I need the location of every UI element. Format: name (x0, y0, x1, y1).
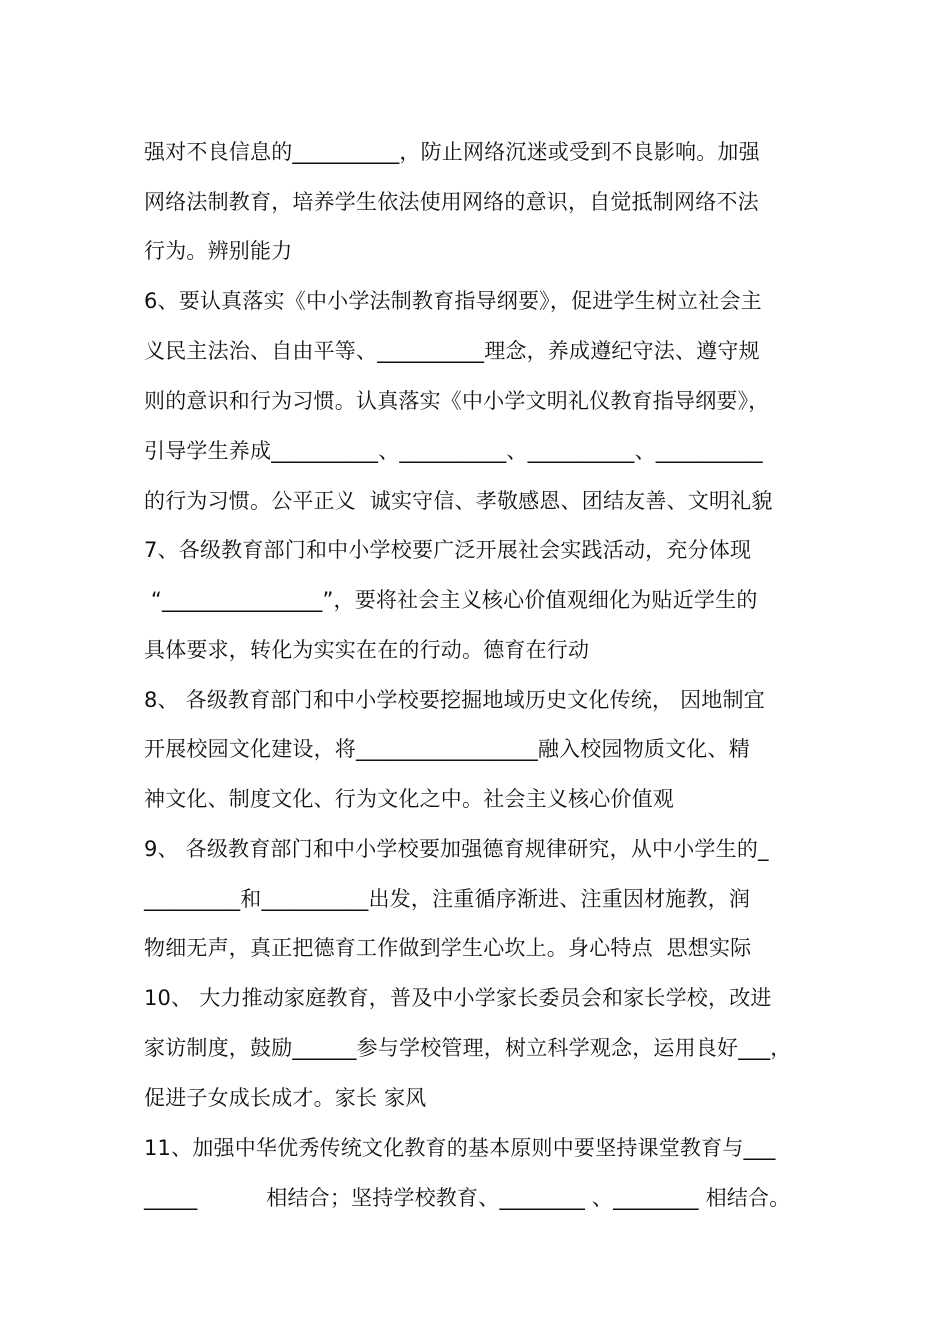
text-line-4: 6、要认真落实《中小学法制教育指导纲要》，促进学生树立社会主 (144, 289, 762, 313)
text-line-19: 家访制度，鼓励______参与学校管理，树立科学观念，运用良好___， (144, 1036, 792, 1060)
text-line-15: 9、 各级教育部门和中小学校要加强德育规律研究，从中小学生的_ (144, 837, 769, 861)
text-line-2: 网络法制教育，培养学生依法使用网络的意识，自觉抵制网络不法 (144, 190, 759, 214)
text-line-13: 开展校园文化建设，将_________________融入校园物质文化、精 (144, 737, 750, 761)
text-line-22: _____ 相结合；坚持学校教育、________ 、________ 相结合。 (144, 1186, 791, 1210)
text-line-16: _________和__________出发，注重循序渐进、注重因材施教，润 (144, 887, 751, 911)
text-line-17: 物细无声，真正把德育工作做到学生心坎上。身心特点 思想实际 (144, 936, 752, 960)
text-line-20: 促进子女成长成才。家长 家风 (144, 1086, 427, 1110)
text-line-8: 的行为习惯。公平正义 诚实守信、孝敬感恩、团结友善、文明礼貌 (144, 489, 773, 513)
text-line-18: 10、 大力推动家庭教育，普及中小学家长委员会和家长学校，改进 (144, 986, 772, 1010)
text-line-12: 8、 各级教育部门和中小学校要挖掘地域历史文化传统， 因地制宜 (144, 688, 765, 712)
text-line-14: 神文化、制度文化、行为文化之中。社会主义核心价值观 (144, 787, 674, 811)
text-line-1: 强对不良信息的__________，防止网络沉迷或受到不良影响。加强 (144, 140, 760, 164)
text-line-6: 则的意识和行为习惯。认真落实《中小学文明礼仪教育指导纲要》， (144, 389, 770, 413)
text-line-10: “_______________”，要将社会主义核心价值观细化为贴近学生的 (144, 588, 758, 612)
text-line-7: 引导学生养成__________、__________、__________、__________ (144, 439, 763, 463)
text-line-11: 具体要求，转化为实实在在的行动。德育在行动 (144, 638, 590, 662)
text-line-21: 11、加强中华优秀传统文化教育的基本原则中要坚持课堂教育与___ (144, 1136, 776, 1160)
text-line-3: 行为。辨别能力 (144, 239, 293, 263)
text-line-9: 7、各级教育部门和中小学校要广泛开展社会实践活动，充分体现 (144, 538, 752, 562)
text-line-5: 义民主法治、自由平等、__________理念，养成遵纪守法、遵守规 (144, 339, 760, 363)
